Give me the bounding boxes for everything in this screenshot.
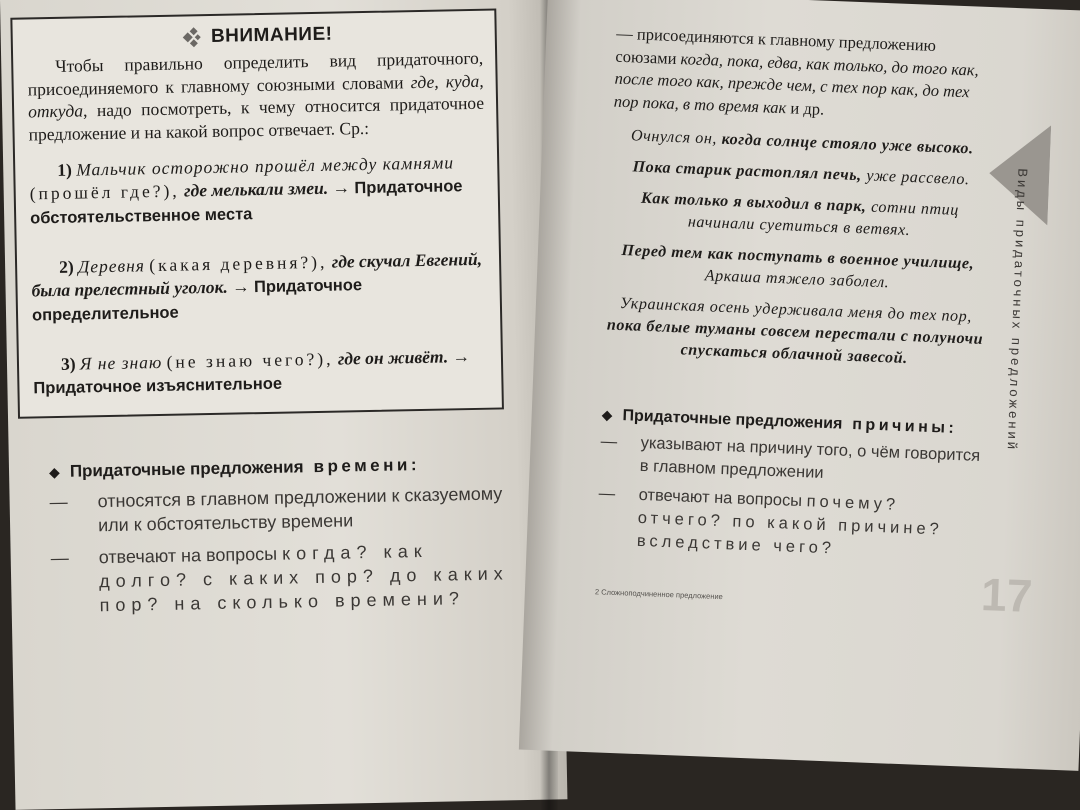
example-2: 2) Деревня (какая деревня?), где скучал Евгений, была прелестный уголок. → Придаточное определительное: [31, 248, 483, 325]
bullet-diamond-icon: ◆: [601, 406, 613, 423]
attention-box: [10, 8, 504, 418]
attention-title: ВНИМАНИЕ!: [210, 23, 333, 47]
example-sentence: Очнулся он, когда солнце стояло уже высоко.: [630, 127, 974, 158]
time-clauses-section: [19, 453, 512, 618]
example-sentence: Украинская осень удерживала меня до тех пор, пока белые туманы совсем перестали с полуночи спускаться облачной завесой.: [606, 294, 984, 368]
cause-clauses-section: [596, 406, 981, 565]
list-item: — отвечают на вопросы когда? как долго? с каких пор? до каких пор? на сколько времени?: [50, 540, 509, 616]
chapter-side-label: Виды придаточных предложений: [1004, 168, 1031, 453]
example-3: 3) Я не знаю (не знаю чего?), где он живёт. → Придаточное изъяснительное: [33, 346, 471, 398]
section-heading: ◆ Придаточные предложения времени:: [48, 455, 421, 481]
footer-note: 2 Сложноподчиненное предложение: [594, 587, 723, 602]
intro-text: — присоединяются к главному предложению союзами когда, пока, едва, как только, до того как, после того как, прежде чем, с тех пор как, до тех пор пока, в то время как и др.: [613, 23, 980, 119]
attention-header: [27, 21, 483, 52]
example-2-conclusion: Придаточное определительное: [31, 276, 363, 325]
list-item: — отвечают на вопросы почему? отчего? по какой причине? вследствие чего?: [598, 484, 944, 558]
example-3-conclusion: Придаточное изъяснительное: [33, 374, 283, 398]
example-sentence: Пока старик растоплял печь, уже рассвело.: [632, 158, 970, 189]
right-page: [519, 0, 1080, 771]
attention-text: Чтобы правильно определить вид придаточного, присоединяемого к главному союзными словами где, куда, откуда, надо посмотреть, к чему относится придаточное предложение и на какой вопрос отвечает. Ср.:: [27, 47, 485, 144]
example-sentence: Как только я выходил в парк, сотни птиц начинали суетиться в ветвях.: [640, 189, 960, 240]
page-number: 17: [980, 568, 1034, 623]
list-item: — указывают на причину того, о чём говорится в главном предложении: [600, 432, 981, 482]
examples-list: [604, 125, 993, 373]
example-sentence: Перед тем как поступать в военное училище, Аркаша тяжело заболел.: [621, 242, 975, 292]
list-item: — относятся в главном предложении к сказуемому или к обстоятельству времени: [49, 483, 503, 536]
example-1: 1) Мальчик осторожно прошёл между камнями (прошёл где?), где мелькали змеи. → Придаточное обстоятельственное места: [29, 152, 463, 228]
diamond-cluster-icon: [177, 26, 203, 48]
section-heading: ◆ Придаточные предложения причины:: [601, 406, 958, 438]
example-1-conclusion: Придаточное обстоятельственное места: [30, 177, 463, 228]
bullet-diamond-icon: ◆: [48, 463, 61, 481]
